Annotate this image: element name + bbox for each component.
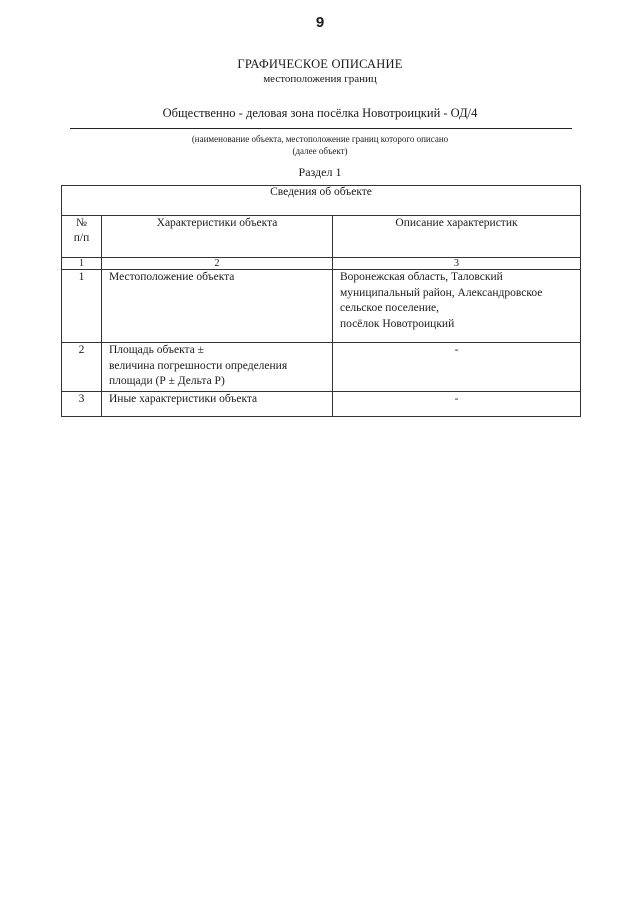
table-row — [62, 270, 581, 343]
row-characteristic — [102, 343, 333, 392]
row-characteristic: Местоположение объекта — [102, 270, 333, 343]
document-title: ГРАФИЧЕСКОЕ ОПИСАНИЕ — [237, 57, 403, 71]
row-description — [333, 270, 581, 343]
section-title: Раздел 1 — [298, 165, 342, 179]
column-number: 3 — [333, 258, 581, 270]
column-header-description: Описание характеристик — [333, 216, 581, 258]
row-number: 2 — [62, 343, 102, 392]
column-header-characteristic: Характеристики объекта — [102, 216, 333, 258]
object-info-table — [61, 185, 581, 417]
column-number: 1 — [62, 258, 102, 270]
description-line: Воронежская область, Таловский — [340, 271, 503, 283]
row-description: - — [333, 392, 581, 417]
page-number: 9 — [315, 14, 325, 31]
document-subtitle: местоположения границ — [263, 73, 377, 85]
row-description: - — [333, 343, 581, 392]
object-name: Общественно - деловая зона посёлка Новотроицкий - ОД/4 — [162, 106, 478, 120]
table-row — [62, 392, 581, 417]
table-header-row — [62, 216, 581, 258]
characteristic-line: площади (Р ± Дельта Р) — [109, 375, 225, 387]
column-header-number-line: п/п — [73, 232, 90, 244]
row-number: 1 — [62, 270, 102, 343]
description-line: сельское поселение, — [340, 302, 439, 314]
column-numbers-row — [62, 258, 581, 270]
object-caption-line: (наименование объекта, местоположение границ которого описано — [191, 134, 449, 144]
column-header-number — [62, 216, 102, 258]
row-number: 3 — [62, 392, 102, 417]
characteristic-line: величина погрешности определения — [109, 359, 288, 372]
row-characteristic: Иные характеристики объекта — [102, 392, 333, 417]
description-line: посёлок Новотроицкий — [340, 317, 455, 330]
object-caption — [0, 133, 640, 157]
table-title: Сведения об объекте — [62, 186, 581, 216]
object-caption-line: (далее объект) — [292, 146, 348, 156]
table-title-row — [62, 186, 581, 216]
table-row — [62, 343, 581, 392]
object-name-underline — [70, 128, 572, 129]
column-header-number-line: № — [76, 217, 87, 229]
characteristic-line: Площадь объекта ± — [109, 344, 204, 356]
column-number: 2 — [102, 258, 333, 270]
description-line: муниципальный район, Александровское — [340, 286, 543, 299]
